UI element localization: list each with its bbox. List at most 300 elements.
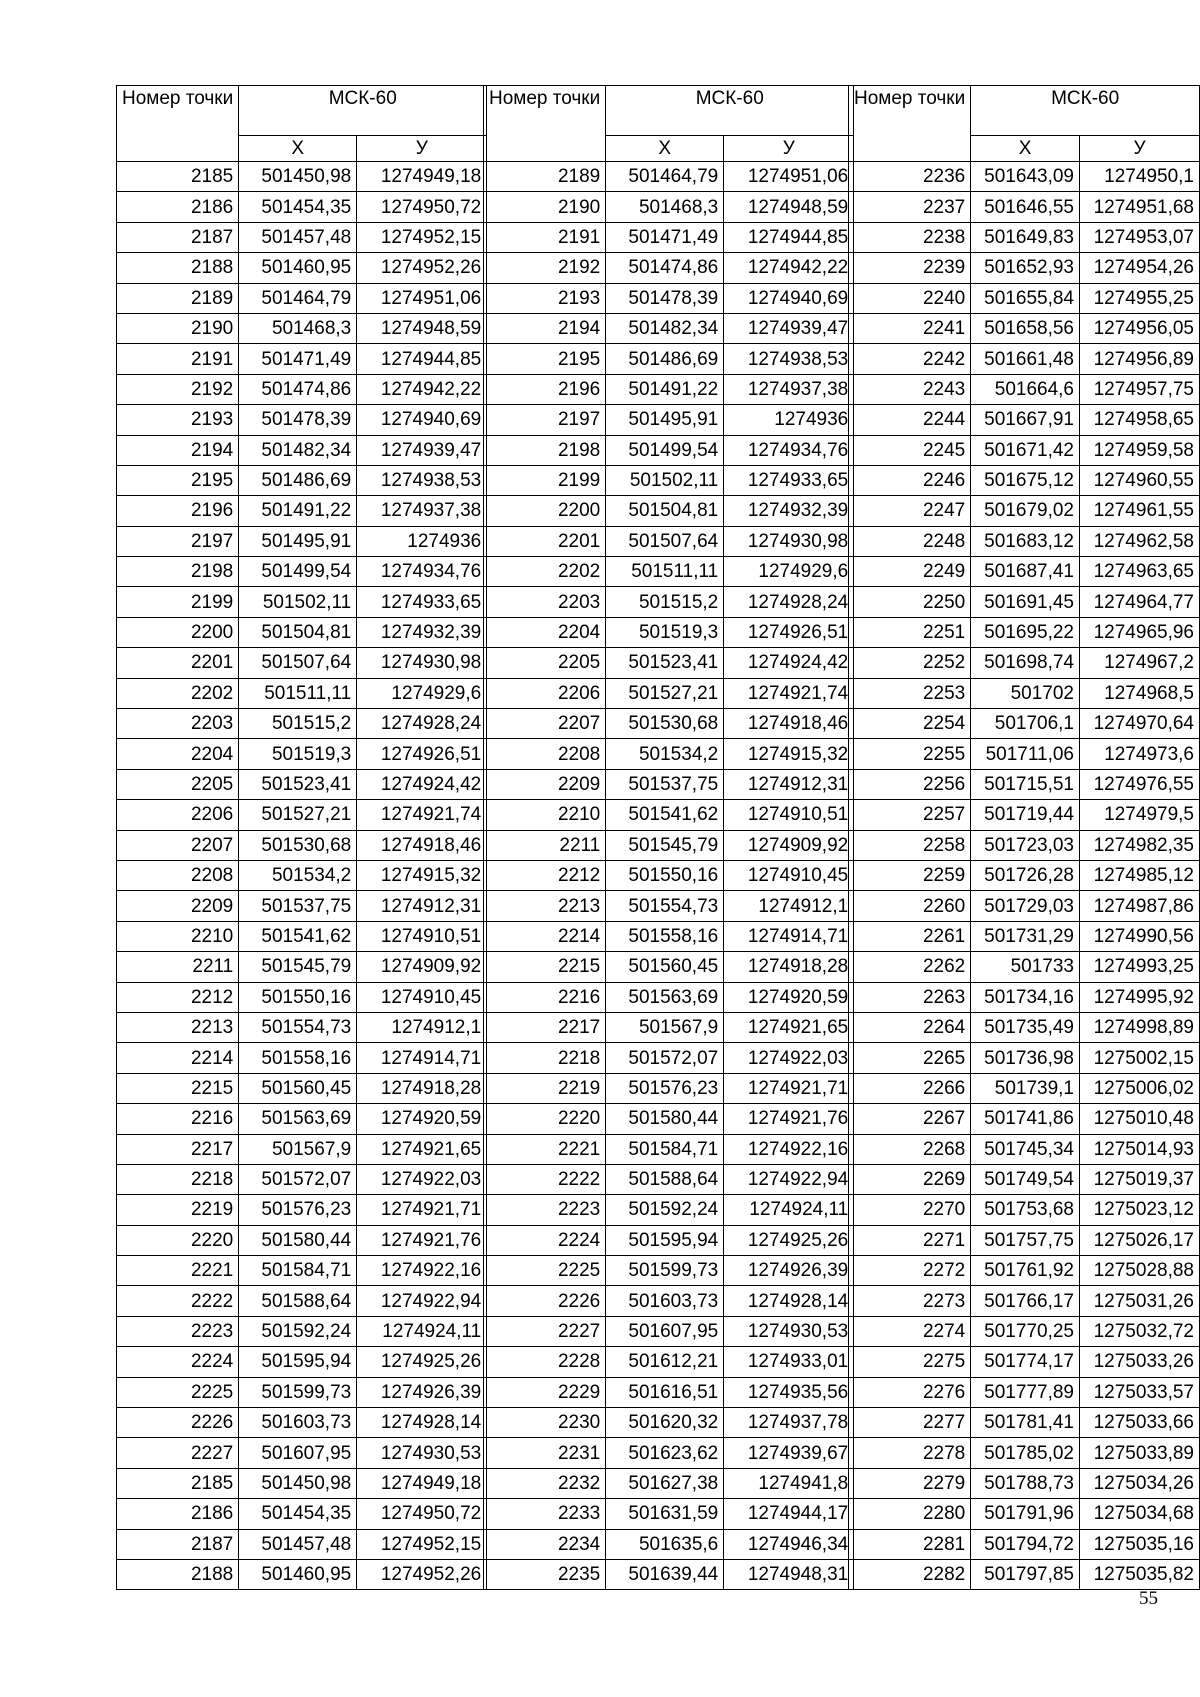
- y-coordinate-cell: 1274921,65: [357, 1134, 487, 1164]
- x-coordinate-cell: 501612,21: [606, 1347, 724, 1377]
- x-coordinate-cell: 501588,64: [606, 1164, 724, 1194]
- x-column-header: Х: [971, 136, 1080, 162]
- table-row: [117, 526, 487, 556]
- y-coordinate-cell: 1274951,06: [357, 283, 487, 313]
- y-coordinate-cell: 1274967,2: [1080, 648, 1200, 678]
- table-row: [484, 1316, 854, 1346]
- point-number-cell: 2192: [117, 374, 239, 404]
- x-coordinate-cell: 501687,41: [971, 557, 1080, 587]
- table-row: [484, 1164, 854, 1194]
- point-number-cell: 2223: [484, 1195, 606, 1225]
- point-number-cell: 2211: [117, 952, 239, 982]
- table-row: [849, 1134, 1200, 1164]
- x-coordinate-cell: 501646,55: [971, 192, 1080, 222]
- table-row: [117, 1377, 487, 1407]
- table-row: [484, 952, 854, 982]
- y-coordinate-cell: 1274950,1: [1080, 162, 1200, 192]
- point-number-cell: 2251: [849, 617, 971, 647]
- table-row: [117, 709, 487, 739]
- x-coordinate-cell: 501584,71: [606, 1134, 724, 1164]
- y-coordinate-cell: 1275026,17: [1080, 1225, 1200, 1255]
- table-row: [484, 496, 854, 526]
- table-row: [117, 1408, 487, 1438]
- y-coordinate-cell: 1274910,45: [357, 982, 487, 1012]
- y-coordinate-cell: 1274921,71: [724, 1073, 854, 1103]
- x-coordinate-cell: 501471,49: [606, 222, 724, 252]
- table-row: [117, 830, 487, 860]
- x-coordinate-cell: 501550,16: [606, 860, 724, 890]
- y-coordinate-cell: 1274950,72: [357, 192, 487, 222]
- x-coordinate-cell: 501675,12: [971, 465, 1080, 495]
- y-coordinate-cell: 1274954,26: [1080, 253, 1200, 283]
- y-coordinate-cell: 1274918,28: [724, 952, 854, 982]
- x-coordinate-cell: 501607,95: [606, 1316, 724, 1346]
- table-row: [484, 222, 854, 252]
- point-number-cell: 2245: [849, 435, 971, 465]
- y-coordinate-cell: 1274979,5: [1080, 800, 1200, 830]
- y-coordinate-cell: 1274970,64: [1080, 709, 1200, 739]
- table-row: [117, 1499, 487, 1529]
- table-row: [849, 313, 1200, 343]
- y-coordinate-cell: 1274928,14: [357, 1408, 487, 1438]
- table-row: [484, 1104, 854, 1134]
- point-number-cell: 2282: [849, 1559, 971, 1589]
- point-number-cell: 2227: [484, 1316, 606, 1346]
- x-coordinate-cell: 501560,45: [239, 1073, 357, 1103]
- y-coordinate-cell: 1274909,92: [724, 830, 854, 860]
- y-coordinate-cell: 1274921,71: [357, 1195, 487, 1225]
- point-number-cell: 2244: [849, 405, 971, 435]
- table-row: [849, 1043, 1200, 1073]
- table-row: [117, 1195, 487, 1225]
- x-coordinate-cell: 501519,3: [606, 617, 724, 647]
- table-row: [117, 313, 487, 343]
- y-column-header: У: [1080, 136, 1200, 162]
- x-coordinate-cell: 501567,9: [606, 1012, 724, 1042]
- point-number-cell: 2200: [484, 496, 606, 526]
- y-coordinate-cell: 1275010,48: [1080, 1104, 1200, 1134]
- x-coordinate-cell: 501457,48: [239, 1529, 357, 1559]
- y-coordinate-cell: 1274998,89: [1080, 1012, 1200, 1042]
- table-body: [484, 162, 854, 1590]
- coordinates-table-1: [116, 85, 487, 1590]
- point-number-cell: 2218: [484, 1043, 606, 1073]
- point-number-cell: 2264: [849, 1012, 971, 1042]
- table-row: [117, 1043, 487, 1073]
- point-number-cell: 2203: [484, 587, 606, 617]
- coordinates-table-3: [848, 85, 1200, 1590]
- table-row: [117, 1012, 487, 1042]
- point-number-cell: 2220: [484, 1104, 606, 1134]
- point-number-cell: 2197: [117, 526, 239, 556]
- y-coordinate-cell: 1274930,98: [724, 526, 854, 556]
- y-coordinate-cell: 1274949,18: [357, 162, 487, 192]
- y-coordinate-cell: 1274928,14: [724, 1286, 854, 1316]
- y-coordinate-cell: 1274938,53: [357, 465, 487, 495]
- table-row: [117, 952, 487, 982]
- point-number-cell: 2189: [484, 162, 606, 192]
- y-coordinate-cell: 1274910,51: [357, 921, 487, 951]
- x-coordinate-cell: 501761,92: [971, 1256, 1080, 1286]
- y-coordinate-cell: 1274912,1: [357, 1012, 487, 1042]
- table-row: [117, 253, 487, 283]
- y-coordinate-cell: 1275023,12: [1080, 1195, 1200, 1225]
- y-coordinate-cell: 1274921,76: [724, 1104, 854, 1134]
- table-row: [849, 1195, 1200, 1225]
- point-number-cell: 2195: [117, 465, 239, 495]
- y-coordinate-cell: 1274957,75: [1080, 374, 1200, 404]
- table-row: [117, 891, 487, 921]
- x-coordinate-cell: 501623,62: [606, 1438, 724, 1468]
- y-coordinate-cell: 1275035,16: [1080, 1529, 1200, 1559]
- point-number-cell: 2187: [117, 1529, 239, 1559]
- point-number-cell: 2250: [849, 587, 971, 617]
- x-coordinate-cell: 501495,91: [606, 405, 724, 435]
- y-coordinate-cell: 1274929,6: [724, 557, 854, 587]
- x-coordinate-cell: 501607,95: [239, 1438, 357, 1468]
- point-number-cell: 2248: [849, 526, 971, 556]
- table-row: [849, 1438, 1200, 1468]
- y-coordinate-cell: 1275002,15: [1080, 1043, 1200, 1073]
- table-row: [484, 1529, 854, 1559]
- point-number-cell: 2238: [849, 222, 971, 252]
- x-coordinate-cell: 501733: [971, 952, 1080, 982]
- y-coordinate-cell: 1274936: [724, 405, 854, 435]
- y-coordinate-cell: 1274968,5: [1080, 678, 1200, 708]
- table-row: [849, 617, 1200, 647]
- point-number-cell: 2246: [849, 465, 971, 495]
- table-row: [849, 1286, 1200, 1316]
- table-row: [117, 587, 487, 617]
- point-number-cell: 2225: [484, 1256, 606, 1286]
- table-row: [117, 1164, 487, 1194]
- y-coordinate-cell: 1274922,94: [724, 1164, 854, 1194]
- y-coordinate-cell: 1274925,26: [724, 1225, 854, 1255]
- table-row: [849, 1104, 1200, 1134]
- x-coordinate-cell: 501511,11: [606, 557, 724, 587]
- point-number-cell: 2232: [484, 1468, 606, 1498]
- point-number-cell: 2196: [484, 374, 606, 404]
- y-coordinate-cell: 1275035,82: [1080, 1559, 1200, 1589]
- y-coordinate-cell: 1274926,51: [357, 739, 487, 769]
- table-row: [484, 830, 854, 860]
- y-coordinate-cell: 1274937,38: [357, 496, 487, 526]
- x-coordinate-cell: 501695,22: [971, 617, 1080, 647]
- point-number-cell: 2271: [849, 1225, 971, 1255]
- point-number-cell: 2226: [484, 1286, 606, 1316]
- x-coordinate-cell: 501482,34: [239, 435, 357, 465]
- point-number-cell: 2222: [484, 1164, 606, 1194]
- y-coordinate-cell: 1274921,74: [724, 678, 854, 708]
- y-coordinate-cell: 1274939,67: [724, 1438, 854, 1468]
- table-row: [117, 374, 487, 404]
- y-coordinate-cell: 1274915,32: [724, 739, 854, 769]
- x-coordinate-cell: 501706,1: [971, 709, 1080, 739]
- table-row: [484, 435, 854, 465]
- table-row: [484, 557, 854, 587]
- table-row: [484, 1012, 854, 1042]
- point-number-cell: 2274: [849, 1316, 971, 1346]
- x-coordinate-cell: 501511,11: [239, 678, 357, 708]
- y-coordinate-cell: 1274922,94: [357, 1286, 487, 1316]
- table-row: [117, 860, 487, 890]
- point-number-cell: 2230: [484, 1408, 606, 1438]
- point-number-cell: 2201: [484, 526, 606, 556]
- table-row: [117, 678, 487, 708]
- table-row: [849, 222, 1200, 252]
- x-coordinate-cell: 501627,38: [606, 1468, 724, 1498]
- table-row: [484, 405, 854, 435]
- x-coordinate-cell: 501572,07: [239, 1164, 357, 1194]
- table-row: [484, 1438, 854, 1468]
- table-row: [484, 1499, 854, 1529]
- point-number-cell: 2209: [117, 891, 239, 921]
- table-row: [484, 374, 854, 404]
- y-coordinate-cell: 1274944,85: [724, 222, 854, 252]
- x-coordinate-cell: 501726,28: [971, 860, 1080, 890]
- y-coordinate-cell: 1274937,78: [724, 1408, 854, 1438]
- point-number-cell: 2215: [484, 952, 606, 982]
- x-coordinate-cell: 501530,68: [239, 830, 357, 860]
- table-row: [484, 1377, 854, 1407]
- point-number-cell: 2247: [849, 496, 971, 526]
- y-coordinate-cell: 1274926,39: [724, 1256, 854, 1286]
- table-row: [849, 526, 1200, 556]
- y-coordinate-cell: 1274956,89: [1080, 344, 1200, 374]
- x-coordinate-cell: 501757,75: [971, 1225, 1080, 1255]
- x-coordinate-cell: 501576,23: [239, 1195, 357, 1225]
- point-number-cell: 2233: [484, 1499, 606, 1529]
- y-coordinate-cell: 1275033,57: [1080, 1377, 1200, 1407]
- table-row: [117, 1559, 487, 1589]
- point-number-cell: 2281: [849, 1529, 971, 1559]
- point-number-cell: 2273: [849, 1286, 971, 1316]
- y-coordinate-cell: 1274953,07: [1080, 222, 1200, 252]
- x-coordinate-cell: 501537,75: [606, 769, 724, 799]
- x-coordinate-cell: 501550,16: [239, 982, 357, 1012]
- y-coordinate-cell: 1274937,38: [724, 374, 854, 404]
- point-number-cell: 2272: [849, 1256, 971, 1286]
- point-number-cell: 2216: [117, 1104, 239, 1134]
- table-row: [849, 435, 1200, 465]
- x-coordinate-cell: 501788,73: [971, 1468, 1080, 1498]
- x-coordinate-cell: 501595,94: [239, 1347, 357, 1377]
- table-row: [117, 1529, 487, 1559]
- table-row: [117, 1347, 487, 1377]
- table-body: [117, 162, 487, 1590]
- x-coordinate-cell: 501576,23: [606, 1073, 724, 1103]
- table-row: [117, 617, 487, 647]
- point-number-cell: 2190: [117, 313, 239, 343]
- x-coordinate-cell: 501691,45: [971, 587, 1080, 617]
- x-coordinate-cell: 501572,07: [606, 1043, 724, 1073]
- point-number-cell: 2205: [484, 648, 606, 678]
- x-coordinate-cell: 501794,72: [971, 1529, 1080, 1559]
- table-row: [484, 739, 854, 769]
- x-coordinate-cell: 501679,02: [971, 496, 1080, 526]
- point-number-cell: 2202: [117, 678, 239, 708]
- table-row: [849, 1316, 1200, 1346]
- y-column-header: У: [357, 136, 487, 162]
- y-coordinate-cell: 1274910,51: [724, 800, 854, 830]
- point-number-cell: 2225: [117, 1377, 239, 1407]
- y-coordinate-cell: 1274920,59: [724, 982, 854, 1012]
- table-row: [484, 465, 854, 495]
- table-row: [117, 982, 487, 1012]
- table-row: [484, 344, 854, 374]
- point-number-cell: 2218: [117, 1164, 239, 1194]
- table-row: [849, 739, 1200, 769]
- point-number-cell: 2199: [484, 465, 606, 495]
- x-coordinate-cell: 501558,16: [239, 1043, 357, 1073]
- point-number-header: Номер точки: [484, 86, 606, 162]
- y-coordinate-cell: 1274941,8: [724, 1468, 854, 1498]
- x-coordinate-cell: 501592,24: [239, 1316, 357, 1346]
- y-coordinate-cell: 1275033,89: [1080, 1438, 1200, 1468]
- x-coordinate-cell: 501507,64: [606, 526, 724, 556]
- x-coordinate-cell: 501486,69: [606, 344, 724, 374]
- y-coordinate-cell: 1275033,26: [1080, 1347, 1200, 1377]
- x-coordinate-cell: 501735,49: [971, 1012, 1080, 1042]
- point-number-cell: 2201: [117, 648, 239, 678]
- table-row: [117, 192, 487, 222]
- point-number-cell: 2204: [484, 617, 606, 647]
- y-coordinate-cell: 1274933,65: [724, 465, 854, 495]
- y-coordinate-cell: 1274942,22: [724, 253, 854, 283]
- x-coordinate-cell: 501482,34: [606, 313, 724, 343]
- table-row: [484, 1134, 854, 1164]
- table-row: [849, 162, 1200, 192]
- y-coordinate-cell: 1274934,76: [724, 435, 854, 465]
- x-coordinate-cell: 501770,25: [971, 1316, 1080, 1346]
- y-coordinate-cell: 1274930,53: [357, 1438, 487, 1468]
- x-coordinate-cell: 501460,95: [239, 1559, 357, 1589]
- table-row: [849, 952, 1200, 982]
- table-row: [849, 1529, 1200, 1559]
- x-coordinate-cell: 501785,02: [971, 1438, 1080, 1468]
- point-number-cell: 2207: [117, 830, 239, 860]
- x-coordinate-cell: 501631,59: [606, 1499, 724, 1529]
- x-coordinate-cell: 501491,22: [239, 496, 357, 526]
- coordinate-system-header: МСК-60: [606, 86, 854, 136]
- x-coordinate-cell: 501655,84: [971, 283, 1080, 313]
- point-number-cell: 2195: [484, 344, 606, 374]
- x-coordinate-cell: 501454,35: [239, 192, 357, 222]
- x-coordinate-cell: 501595,94: [606, 1225, 724, 1255]
- table-row: [849, 678, 1200, 708]
- y-coordinate-cell: 1274926,51: [724, 617, 854, 647]
- y-coordinate-cell: 1274924,11: [357, 1316, 487, 1346]
- y-coordinate-cell: 1274915,32: [357, 860, 487, 890]
- point-number-cell: 2252: [849, 648, 971, 678]
- y-coordinate-cell: 1275033,66: [1080, 1408, 1200, 1438]
- x-coordinate-cell: 501603,73: [239, 1408, 357, 1438]
- x-coordinate-cell: 501515,2: [239, 709, 357, 739]
- point-number-cell: 2213: [117, 1012, 239, 1042]
- y-coordinate-cell: 1274922,16: [724, 1134, 854, 1164]
- x-coordinate-cell: 501667,91: [971, 405, 1080, 435]
- point-number-cell: 2203: [117, 709, 239, 739]
- x-coordinate-cell: 501580,44: [606, 1104, 724, 1134]
- point-number-cell: 2254: [849, 709, 971, 739]
- y-coordinate-cell: 1274982,35: [1080, 830, 1200, 860]
- table-row: [117, 465, 487, 495]
- point-number-cell: 2199: [117, 587, 239, 617]
- point-number-cell: 2222: [117, 1286, 239, 1316]
- table-row: [484, 162, 854, 192]
- x-coordinate-cell: 501563,69: [606, 982, 724, 1012]
- x-column-header: Х: [239, 136, 357, 162]
- table-row: [117, 1134, 487, 1164]
- point-number-cell: 2191: [117, 344, 239, 374]
- point-number-cell: 2231: [484, 1438, 606, 1468]
- table-row: [484, 1195, 854, 1225]
- y-coordinate-cell: 1274940,69: [724, 283, 854, 313]
- table-body: [849, 162, 1200, 1590]
- y-coordinate-cell: 1274912,1: [724, 891, 854, 921]
- point-number-cell: 2263: [849, 982, 971, 1012]
- y-coordinate-cell: 1274914,71: [357, 1043, 487, 1073]
- x-coordinate-cell: 501478,39: [606, 283, 724, 313]
- x-coordinate-cell: 501468,3: [239, 313, 357, 343]
- y-coordinate-cell: 1274932,39: [724, 496, 854, 526]
- x-coordinate-cell: 501781,41: [971, 1408, 1080, 1438]
- table-row: [117, 1225, 487, 1255]
- y-coordinate-cell: 1274921,76: [357, 1225, 487, 1255]
- x-coordinate-cell: 501507,64: [239, 648, 357, 678]
- point-number-cell: 2192: [484, 253, 606, 283]
- point-number-cell: 2217: [117, 1134, 239, 1164]
- y-coordinate-cell: 1274910,45: [724, 860, 854, 890]
- y-coordinate-cell: 1274958,65: [1080, 405, 1200, 435]
- table-row: [849, 860, 1200, 890]
- table-row: [849, 709, 1200, 739]
- table-row: [849, 344, 1200, 374]
- point-number-cell: 2215: [117, 1073, 239, 1103]
- y-coordinate-cell: 1274939,47: [357, 435, 487, 465]
- x-coordinate-cell: 501558,16: [606, 921, 724, 951]
- table-row: [849, 1499, 1200, 1529]
- table-row: [849, 1225, 1200, 1255]
- x-coordinate-cell: 501702: [971, 678, 1080, 708]
- point-number-cell: 2249: [849, 557, 971, 587]
- x-coordinate-cell: 501468,3: [606, 192, 724, 222]
- table-row: [484, 1468, 854, 1498]
- x-coordinate-cell: 501563,69: [239, 1104, 357, 1134]
- x-column-header: Х: [606, 136, 724, 162]
- point-number-cell: 2221: [484, 1134, 606, 1164]
- point-number-cell: 2221: [117, 1256, 239, 1286]
- point-number-cell: 2210: [117, 921, 239, 951]
- x-coordinate-cell: 501616,51: [606, 1377, 724, 1407]
- x-coordinate-cell: 501519,3: [239, 739, 357, 769]
- point-number-cell: 2185: [117, 162, 239, 192]
- point-number-cell: 2269: [849, 1164, 971, 1194]
- y-coordinate-cell: 1274961,55: [1080, 496, 1200, 526]
- table-row: [484, 1408, 854, 1438]
- point-number-cell: 2208: [484, 739, 606, 769]
- point-number-cell: 2204: [117, 739, 239, 769]
- y-coordinate-cell: 1274912,31: [357, 891, 487, 921]
- x-coordinate-cell: 501774,17: [971, 1347, 1080, 1377]
- x-coordinate-cell: 501527,21: [606, 678, 724, 708]
- x-coordinate-cell: 501719,44: [971, 800, 1080, 830]
- table-row: [849, 1559, 1200, 1589]
- x-coordinate-cell: 501584,71: [239, 1256, 357, 1286]
- point-number-cell: 2237: [849, 192, 971, 222]
- x-coordinate-cell: 501471,49: [239, 344, 357, 374]
- y-coordinate-cell: 1274993,25: [1080, 952, 1200, 982]
